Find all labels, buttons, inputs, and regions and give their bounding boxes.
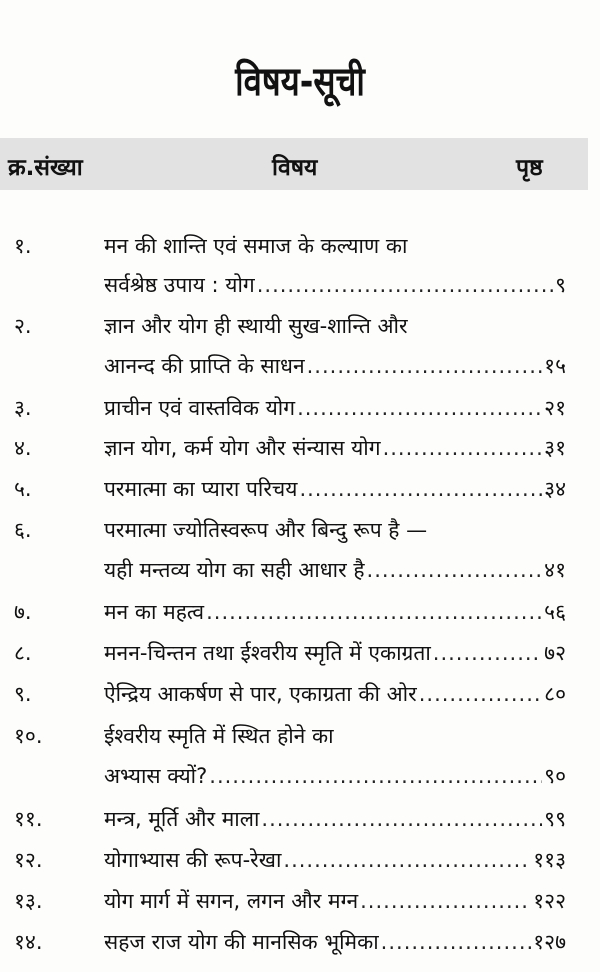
entry-page-number: १२२	[533, 889, 566, 913]
contents-row	[0, 556, 600, 590]
header-serial-number: क्र.संख्या	[8, 155, 83, 181]
entry-leader-line	[104, 762, 566, 790]
entry-leader-line	[104, 434, 566, 462]
entry-number: १४.	[14, 930, 43, 954]
entry-leader-line	[104, 887, 566, 915]
entry-page-number: ७२	[544, 641, 566, 665]
dot-leader	[299, 477, 542, 501]
entry-page-number: ३४	[544, 477, 566, 501]
entry-page-number: ८०	[544, 682, 566, 706]
entry-title: अभ्यास क्यों?	[104, 764, 208, 788]
entry-leader-line	[104, 394, 566, 422]
contents-row	[0, 928, 600, 962]
entry-title: ऐन्द्रिय आकर्षण से पार, एकाग्रता की ओर	[104, 682, 417, 706]
contents-row	[0, 271, 600, 305]
dot-leader	[419, 682, 542, 706]
entry-title-line: परमात्मा ज्योतिस्वरूप और बिन्दु रूप है —	[104, 518, 428, 542]
dot-leader	[257, 273, 553, 297]
entry-number: १.	[14, 234, 32, 258]
entry-title: योगाभ्यास की रूप-रेखा	[104, 848, 282, 872]
entry-number: ३.	[14, 396, 32, 420]
contents-row	[0, 846, 600, 880]
entry-leader-line	[104, 805, 566, 833]
dot-leader	[433, 641, 542, 665]
entry-number: ९.	[14, 682, 32, 706]
entry-number: ६.	[14, 518, 32, 542]
entry-leader-line	[104, 352, 566, 380]
header-page: पृष्ठ	[516, 155, 543, 181]
entry-title-line: मन की शान्ति एवं समाज के कल्याण का	[104, 234, 408, 258]
entry-number: ११.	[14, 807, 43, 831]
entry-number: १२.	[14, 848, 43, 872]
entry-leader-line	[104, 556, 566, 584]
contents-row	[0, 312, 600, 346]
contents-row	[0, 805, 600, 839]
entry-page-number: ९	[555, 273, 566, 297]
entry-leader-line	[104, 475, 566, 503]
contents-row	[0, 475, 600, 509]
contents-row	[0, 232, 600, 266]
entry-title: योग मार्ग में सगन, लगन और मग्न	[104, 889, 359, 913]
contents-row	[0, 762, 600, 796]
entry-title: मन का महत्व	[104, 600, 205, 624]
entry-title-line: ईश्वरीय स्मृति में स्थित होने का	[104, 724, 334, 748]
entry-title: आनन्द की प्राप्ति के साधन	[104, 354, 305, 378]
entry-leader-line	[104, 271, 566, 299]
entry-leader-line	[104, 598, 566, 626]
dot-leader	[367, 558, 543, 582]
contents-row	[0, 680, 600, 714]
contents-row	[0, 639, 600, 673]
entry-page-number: १२७	[533, 930, 566, 954]
entry-page-number: ३१	[544, 436, 566, 460]
entry-page-number: ५६	[544, 600, 566, 624]
contents-row	[0, 887, 600, 921]
dot-leader	[297, 396, 542, 420]
dot-leader	[283, 848, 531, 872]
header-subject: विषय	[272, 155, 318, 181]
contents-row	[0, 352, 600, 386]
entry-title: सर्वश्रेष्ठ उपाय : योग	[104, 273, 255, 297]
contents-row	[0, 598, 600, 632]
dot-leader	[206, 600, 542, 624]
entry-title-line: ज्ञान और योग ही स्थायी सुख-शान्ति और	[104, 314, 408, 338]
entry-title: परमात्मा का प्यारा परिचय	[104, 477, 298, 501]
entry-page-number: ९९	[544, 807, 566, 831]
dot-leader	[360, 889, 531, 913]
entry-page-number: ११३	[533, 848, 566, 872]
contents-row	[0, 434, 600, 468]
entry-title: मन्त्र, मूर्ति और माला	[104, 807, 260, 831]
page-title: विषय-सूची	[235, 59, 365, 105]
entry-leader-line	[104, 680, 566, 708]
entry-number: १०.	[14, 724, 43, 748]
entry-leader-line	[104, 928, 566, 956]
dot-leader	[381, 930, 532, 954]
entry-page-number: ९०	[544, 764, 566, 788]
entry-title: सहज राज योग की मानसिक भूमिका	[104, 930, 379, 954]
entry-title: प्राचीन एवं वास्तविक योग	[104, 396, 296, 420]
entry-title: ज्ञान योग, कर्म योग और संन्यास योग	[104, 436, 381, 460]
entry-title: यही मन्तव्य योग का सही आधार है	[104, 558, 365, 582]
entry-number: २.	[14, 314, 32, 338]
entry-leader-line	[104, 846, 566, 874]
entry-page-number: ४१	[544, 558, 566, 582]
entry-number: ४.	[14, 436, 32, 460]
entry-page-number: १५	[544, 354, 566, 378]
entry-number: ७.	[14, 600, 32, 624]
entry-number: ५.	[14, 477, 32, 501]
contents-row	[0, 722, 600, 756]
dot-leader	[307, 354, 543, 378]
entry-title: मनन-चिन्तन तथा ईश्वरीय स्मृति में एकाग्रता	[104, 641, 431, 665]
entry-number: १३.	[14, 889, 43, 913]
contents-row	[0, 516, 600, 550]
entry-leader-line	[104, 639, 566, 667]
contents-row	[0, 394, 600, 428]
dot-leader	[383, 436, 543, 460]
entry-page-number: २१	[544, 396, 566, 420]
dot-leader	[209, 764, 542, 788]
dot-leader	[261, 807, 542, 831]
entry-number: ८.	[14, 641, 32, 665]
